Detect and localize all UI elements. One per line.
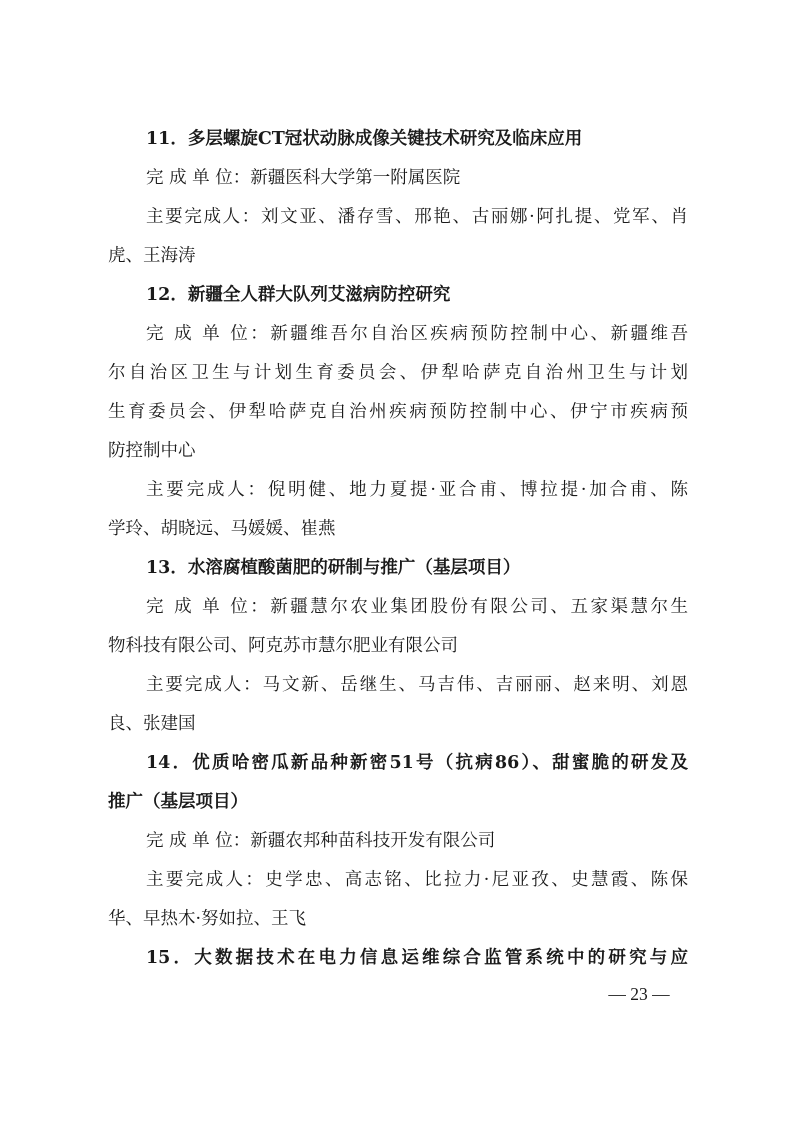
people-label: 主要完成人： [146, 870, 266, 890]
people-text-cont: 虎、王海涛 [108, 246, 196, 266]
people-label: 主要完成人： [146, 207, 261, 227]
entry-unit [146, 829, 688, 853]
entry-title: 15．大数据技术在电力信息运维综合监管系统中的研究与应 [146, 948, 688, 968]
people-text-cont: 华、早热木·努如拉、王飞 [108, 909, 307, 929]
unit-text: 新疆慧尔农业集团股份有限公司、五家渠慧尔生 [270, 597, 688, 617]
people-label: 主要完成人： [146, 480, 268, 500]
people-label: 主要完成人： [146, 675, 263, 695]
entry-title: 14．优质哈密瓜新品种新密51号（抗病86）、甜蜜脆的研发及 [146, 753, 688, 773]
entry-title: 12．新疆全人群大队列艾滋病防控研究 [146, 285, 451, 305]
unit-text-cont: 生育委员会、伊犁哈萨克自治州疾病预防控制中心、伊宁市疾病预 [108, 402, 688, 422]
unit-text: 新疆农邦种苗科技开发有限公司 [250, 831, 496, 851]
people-text: 史学忠、高志铭、比拉力·尼亚孜、史慧霞、陈保 [265, 870, 689, 890]
unit-text-cont: 物科技有限公司、阿克苏市慧尔肥业有限公司 [108, 636, 458, 656]
people-text-cont: 学玲、胡晓远、马媛媛、崔燕 [108, 519, 336, 539]
people-text: 倪明健、地力夏提·亚合甫、博拉提·加合甫、陈 [267, 480, 689, 500]
entry-unit [146, 595, 688, 619]
unit-label: 完 成 单 位： [146, 597, 271, 617]
unit-label: 完 成 单 位： [146, 831, 251, 851]
entry-people [146, 478, 688, 502]
entry-title: 13．水溶腐植酸菌肥的研制与推广（基层项目） [146, 558, 521, 578]
people-text-cont: 良、张建国 [108, 714, 196, 734]
people-text: 刘文亚、潘存雪、邢艳、古丽娜·阿扎提、党军、肖 [260, 207, 689, 227]
unit-label: 完 成 单 位： [146, 168, 251, 188]
unit-text-cont: 防控制中心 [108, 441, 196, 461]
unit-label: 完 成 单 位： [146, 324, 271, 344]
entry-people [146, 868, 688, 892]
unit-text-cont: 尔自治区卫生与计划生育委员会、伊犁哈萨克自治州卫生与计划 [108, 363, 688, 383]
entry-title: 11．多层螺旋CT冠状动脉成像关键技术研究及临床应用 [146, 129, 583, 149]
entry-people [146, 673, 688, 697]
page-number: — 23 — [608, 984, 670, 1004]
unit-text: 新疆医科大学第一附属医院 [250, 168, 461, 188]
unit-text: 新疆维吾尔自治区疾病预防控制中心、新疆维吾 [270, 324, 688, 344]
entry-people [146, 205, 688, 229]
entry-title-cont: 推广（基层项目） [108, 792, 248, 812]
entry-unit [146, 166, 688, 190]
people-text: 马文新、岳继生、马吉伟、吉丽丽、赵来明、刘恩 [262, 675, 689, 695]
entry-unit [146, 322, 688, 346]
